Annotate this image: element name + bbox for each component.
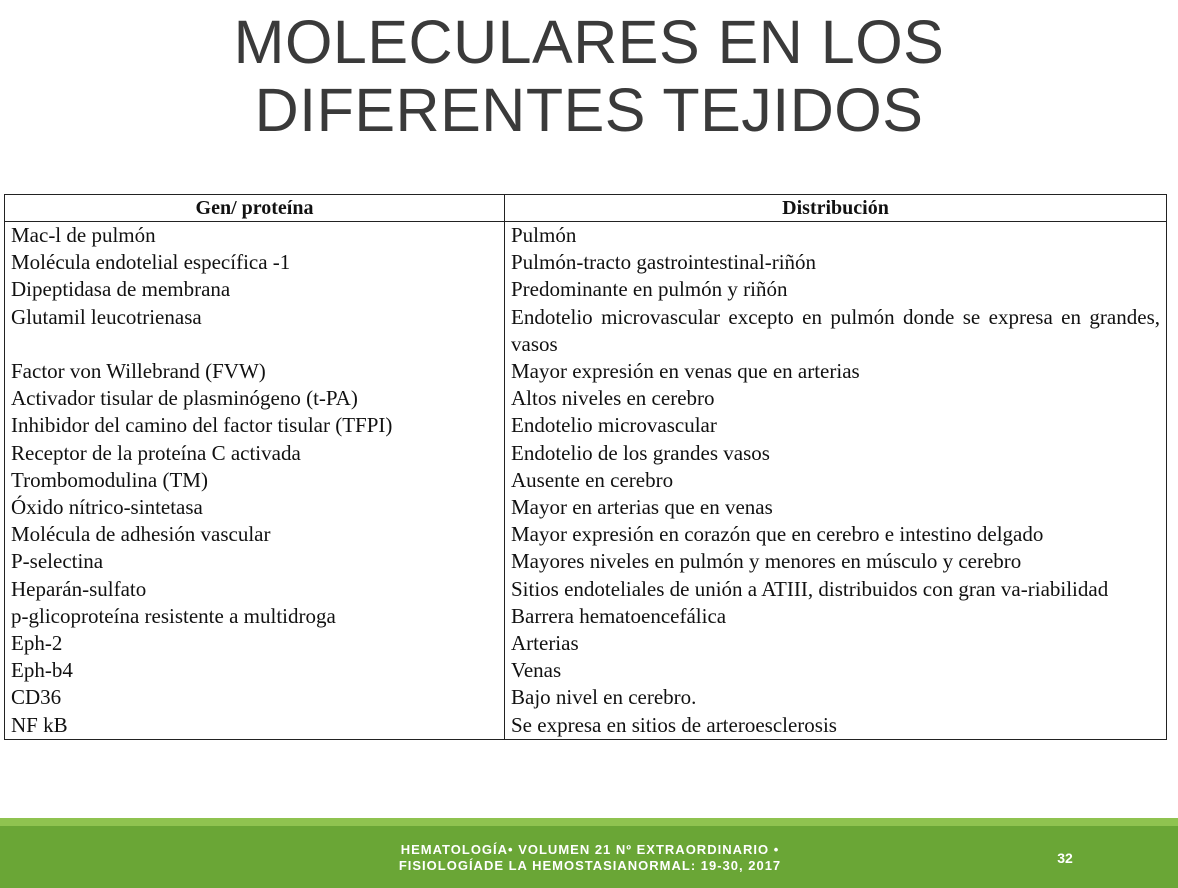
distribution-cell: Ausente en cerebro [511, 467, 674, 492]
distribution-cell: Venas [511, 658, 562, 683]
table-row [5, 222, 1167, 250]
table-row [5, 440, 1167, 467]
gene-cell: Receptor de la proteína C activada [5, 440, 505, 467]
table-row [5, 684, 1167, 711]
distribution-cell: Mayor expresión en venas que en arterias [511, 359, 860, 384]
gene-cell: P-selectina [5, 548, 505, 575]
gene-cell: Eph-2 [5, 630, 505, 657]
table-row [5, 548, 1167, 575]
gene-distribution-table-container [4, 194, 1166, 740]
gene-cell: Eph-b4 [5, 657, 505, 684]
distribution-cell: Mayores niveles en pulmón y menores en músculo y cerebro [511, 549, 1022, 574]
table-row [5, 712, 1167, 740]
slide-title [0, 8, 1178, 144]
footer-citation [300, 842, 880, 874]
footer-bar [0, 818, 1178, 888]
table-body [5, 222, 1167, 740]
footer-line-1: HEMATOLOGÍA• VOLUMEN 21 Nº EXTRAORDINARIO • [400, 842, 780, 857]
table-row [5, 304, 1167, 358]
gene-cell: Glutamil leucotrienasa [5, 304, 505, 358]
title-line-1: MOLECULARES EN LOS [233, 8, 945, 76]
distribution-cell: Barrera hematoencefálica [511, 603, 727, 628]
table-header-row [5, 195, 1167, 222]
distribution-cell: Endotelio de los grandes vasos [511, 440, 770, 465]
header-distribution: Distribución [505, 195, 1167, 222]
distribution-cell: Mayor en arterias que en venas [511, 495, 773, 520]
distribution-cell: Se expresa en sitios de arteroesclerosis [511, 712, 837, 737]
distribution-cell: Endotelio microvascular [511, 413, 717, 438]
table-row [5, 576, 1167, 603]
distribution-cell: Bajo nivel en cerebro. [511, 685, 697, 710]
page-number: 32 [1057, 850, 1073, 866]
gene-cell: Molécula de adhesión vascular [5, 521, 505, 548]
table-row [5, 276, 1167, 303]
table-row [5, 521, 1167, 548]
header-gene: Gen/ proteína [5, 195, 505, 222]
gene-cell: Óxido nítrico-sintetasa [5, 494, 505, 521]
gene-cell: Heparán-sulfato [5, 576, 505, 603]
distribution-cell: Pulmón [511, 223, 577, 247]
table-row [5, 358, 1167, 385]
distribution-cell: Predominante en pulmón y riñón [511, 277, 788, 302]
table-row [5, 249, 1167, 276]
title-line-2: DIFERENTES TEJIDOS [254, 76, 924, 144]
table-row [5, 657, 1167, 684]
gene-cell: NF kB [5, 712, 505, 740]
gene-cell: Trombomodulina (TM) [5, 467, 505, 494]
distribution-cell: Pulmón-tracto gastrointestinal-riñón [511, 250, 817, 275]
gene-cell: p-glicoproteína resistente a multidroga [5, 603, 505, 630]
distribution-cell: Endotelio microvascular excepto en pulmón donde se expresa en grandes, vasos [511, 304, 1160, 356]
table-row [5, 385, 1167, 412]
gene-cell: Factor von Willebrand (FVW) [5, 358, 505, 385]
gene-cell: Molécula endotelial específica -1 [5, 249, 505, 276]
gene-distribution-table [4, 194, 1167, 740]
gene-cell: CD36 [5, 684, 505, 711]
footer-line-2: FISIOLOGÍADE LA HEMOSTASIANORMAL: 19-30, 2017 [398, 858, 782, 873]
table-row [5, 467, 1167, 494]
table-row [5, 412, 1167, 439]
table-row [5, 630, 1167, 657]
distribution-cell: Altos niveles en cerebro [511, 386, 715, 411]
footer-stripe [0, 818, 1178, 826]
table-row [5, 494, 1167, 521]
distribution-cell: Arterias [511, 631, 579, 656]
table-row [5, 603, 1167, 630]
distribution-cell: Sitios endoteliales de unión a ATIII, distribuidos con gran va-riabilidad [511, 576, 1109, 601]
gene-cell: Dipeptidasa de membrana [5, 276, 505, 303]
distribution-cell: Mayor expresión en corazón que en cerebro e intestino delgado [511, 522, 1044, 547]
gene-cell: Inhibidor del camino del factor tisular (TFPI) [5, 412, 505, 439]
gene-cell: Mac-l de pulmón [5, 222, 505, 250]
gene-cell: Activador tisular de plasminógeno (t-PA) [5, 385, 505, 412]
